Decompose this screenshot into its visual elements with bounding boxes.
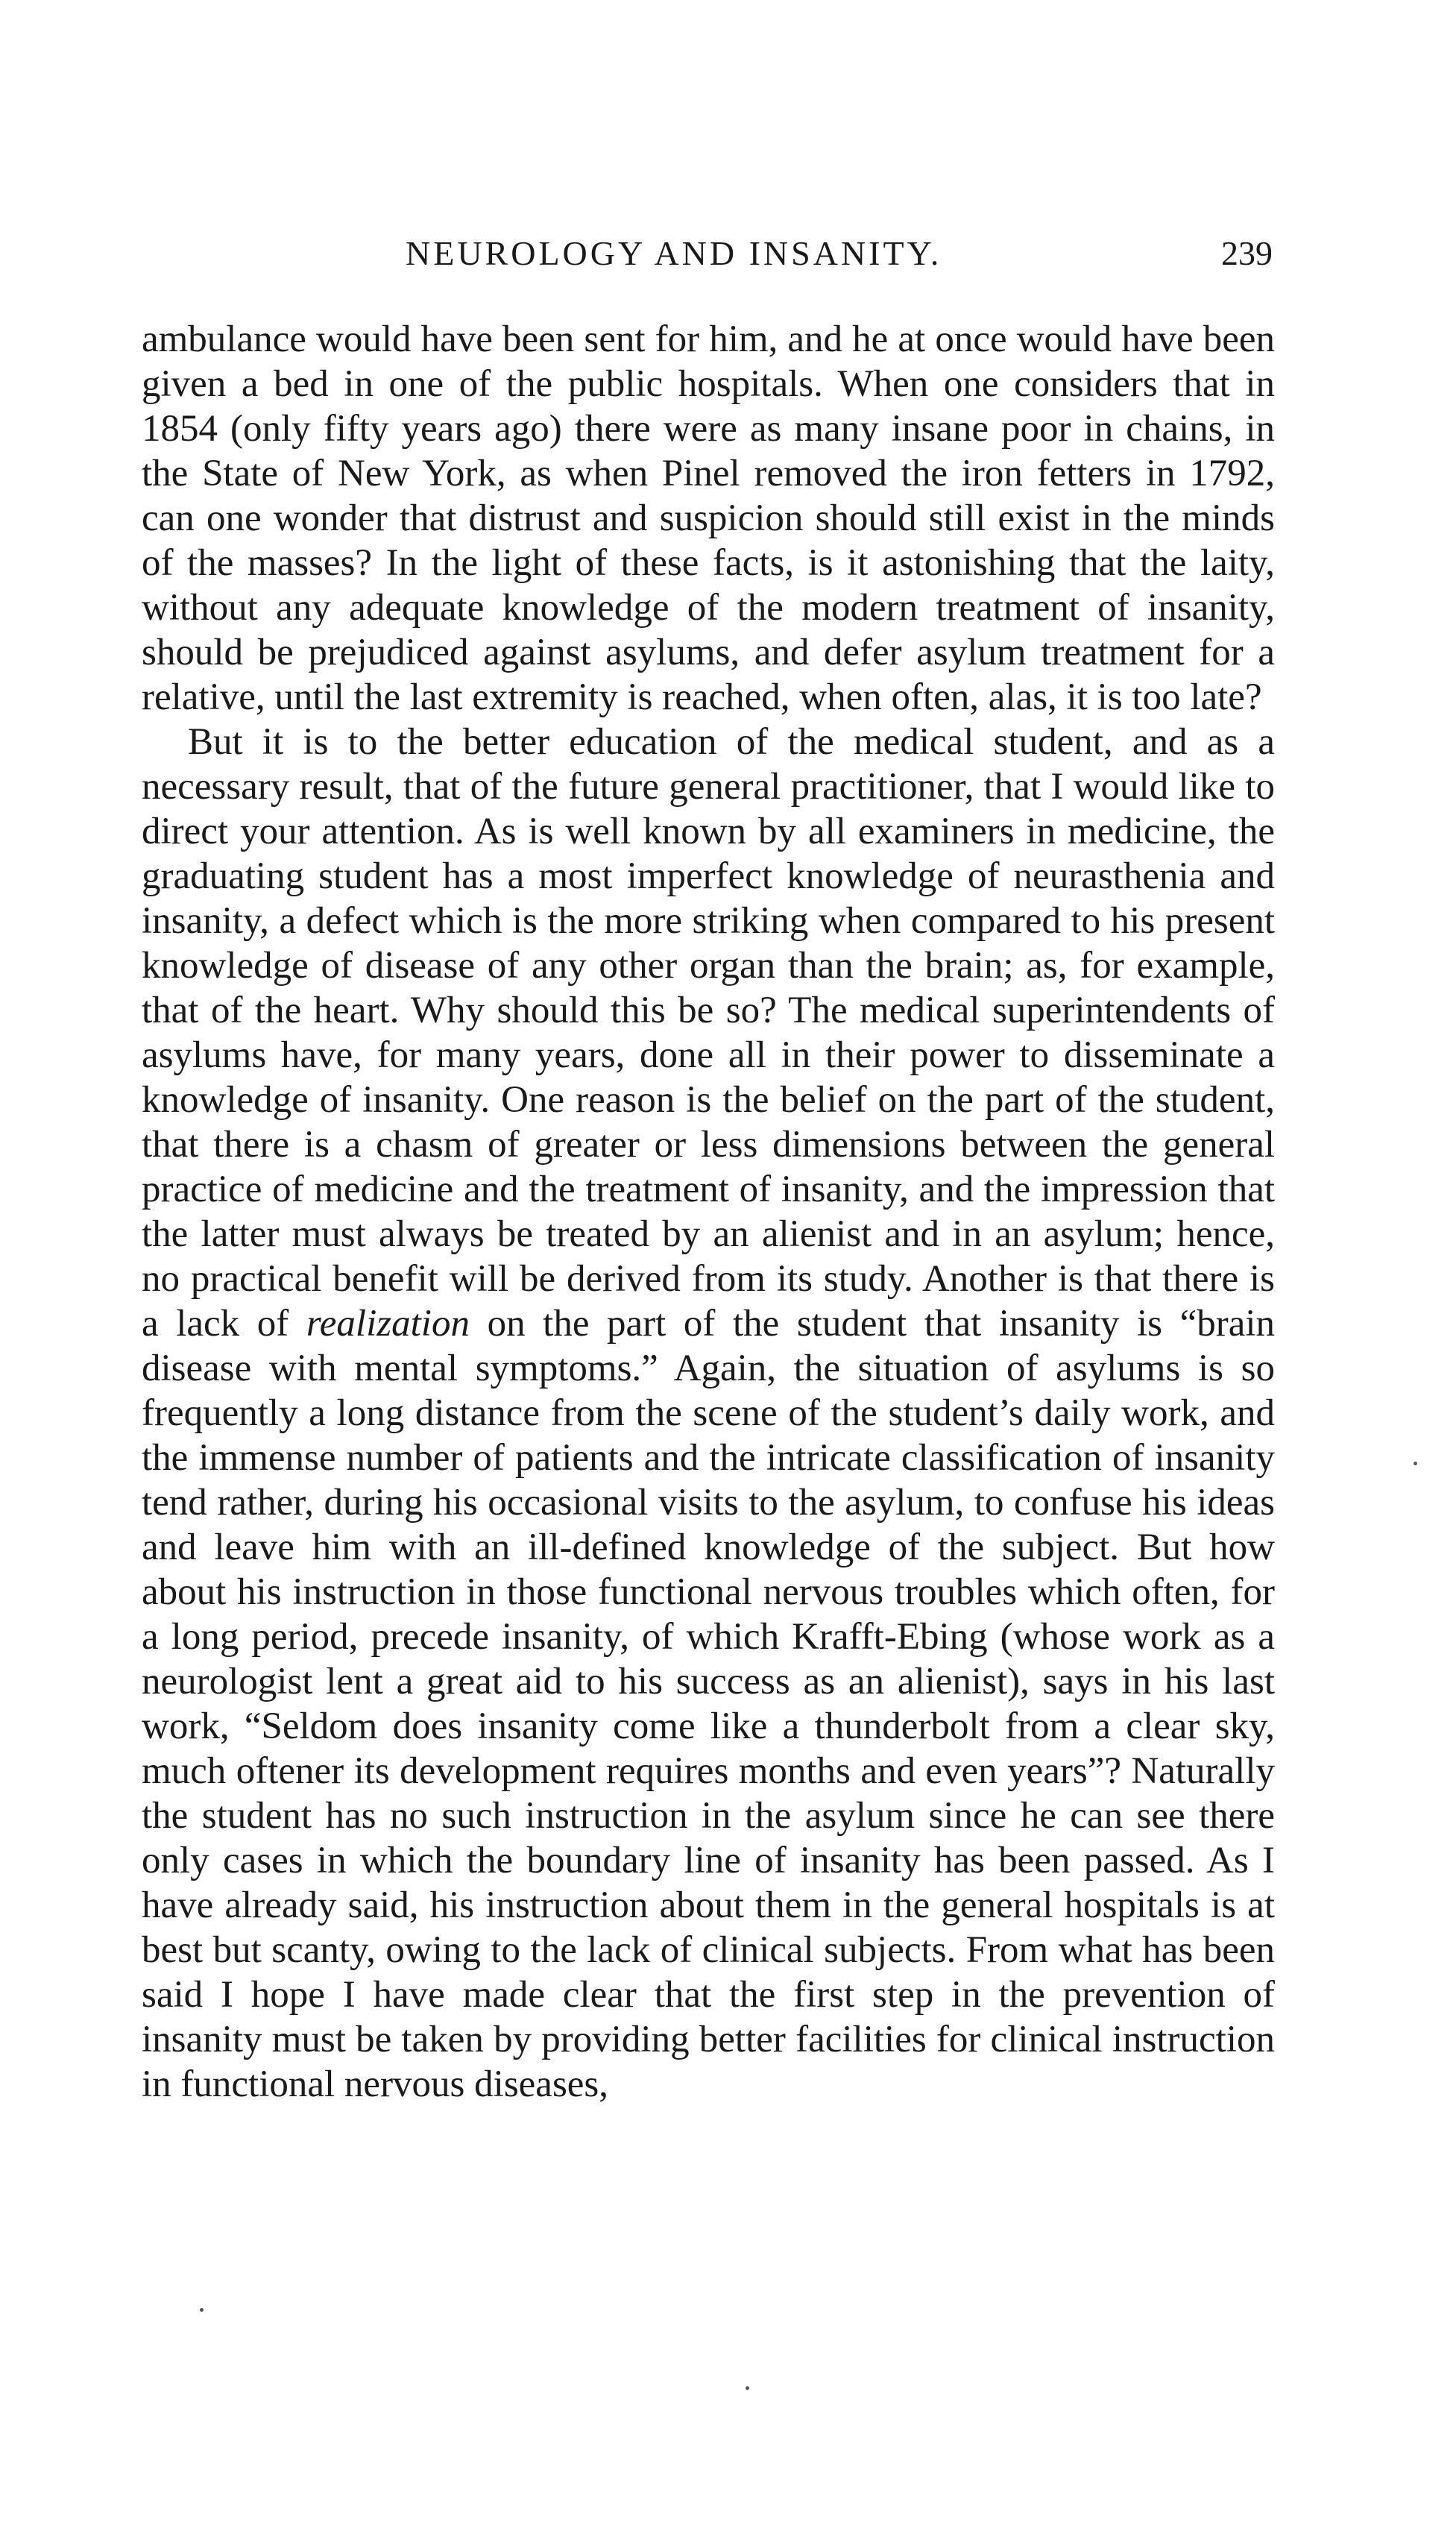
paragraph-2-text-a: But it is to the better education of the medical student, and as a necessary result, that of the future general practitioner, that I would like to direct your attention. As is well known by all examiners in medicine, the graduating student has a most imperfect knowledge of neurasthenia and insanity, a defect which is the more striking when compared to his present knowledge of disease of any other organ than the brain; as, for example, that of the heart. Why should this be so? The medical superintendents of asylums have, for many years, done all in their power to disseminate a knowledge of insanity. One reason is the belief on the part of the student, that there is a chasm of greater or less dimensions between the general practice of medicine and the treatment of insanity, and the impression that the latter must always be treated by an alienist and in an asylum; hence, no practical benefit will be derived from its study. Another is that there is a lack of (142, 721, 1275, 1345)
paragraph-1: ambulance would have been sent for him, and he at once would have been given a bed in one of the public hospitals. When one considers that in 1854 (only fifty years ago) there were as many insane poor in chains, in the State of New York, as when Pinel removed the iron fetters in 1792, can one wonder that distrust and suspicion should still exist in the minds of the masses? In the light of these facts, is it astonishing that the laity, without any adequate knowledge of the modern treatment of insanity, should be prejudiced against asylums, and defer asylum treatment for a relative, until the last extremity is reached, when often, alas, it is too late? (142, 318, 1275, 718)
print-speck (746, 2386, 749, 2390)
body-text (142, 317, 1275, 2107)
print-speck (200, 2308, 204, 2312)
running-title: NEUROLOGY AND INSANITY. (406, 234, 942, 272)
italic-emphasis: realization (306, 1303, 470, 1345)
page-number: 239 (1221, 234, 1273, 272)
running-head (195, 224, 1273, 283)
paragraph-2-text-b: on the part of the student that insanity is “brain disease with mental symptoms.” Again, the situation of asylums is so frequently a long distance from the scene of the student’s daily work, and the immense number of patients and the intricate classification of insanity tend rather, during his occasional visits to the asylum, to confuse his ideas and leave him with an ill-defined knowledge of the subject. But how about his instruction in those functional nervous troubles which often, for a long period, precede insanity, of which Krafft-Ebing (whose work as a neurologist lent a great aid to his success as an alienist), says in his last work, “Seldom does insanity come like a thunderbolt from a clear sky, much oftener its development requires months and even years”? Naturally the student has no such instruction in the asylum since he can see there only cases in which the boundary line of insanity has been passed. As I have already said, his instruction about them in the general hospitals is at best but scanty, owing to the lack of clinical subjects. From what has been said I hope I have made clear that the first step in the prevention of insanity must be taken by providing better facilities for clinical instruction in functional nervous diseases, (142, 1303, 1275, 2105)
print-speck (1414, 1462, 1417, 1465)
paragraph-2 (142, 720, 1275, 2107)
